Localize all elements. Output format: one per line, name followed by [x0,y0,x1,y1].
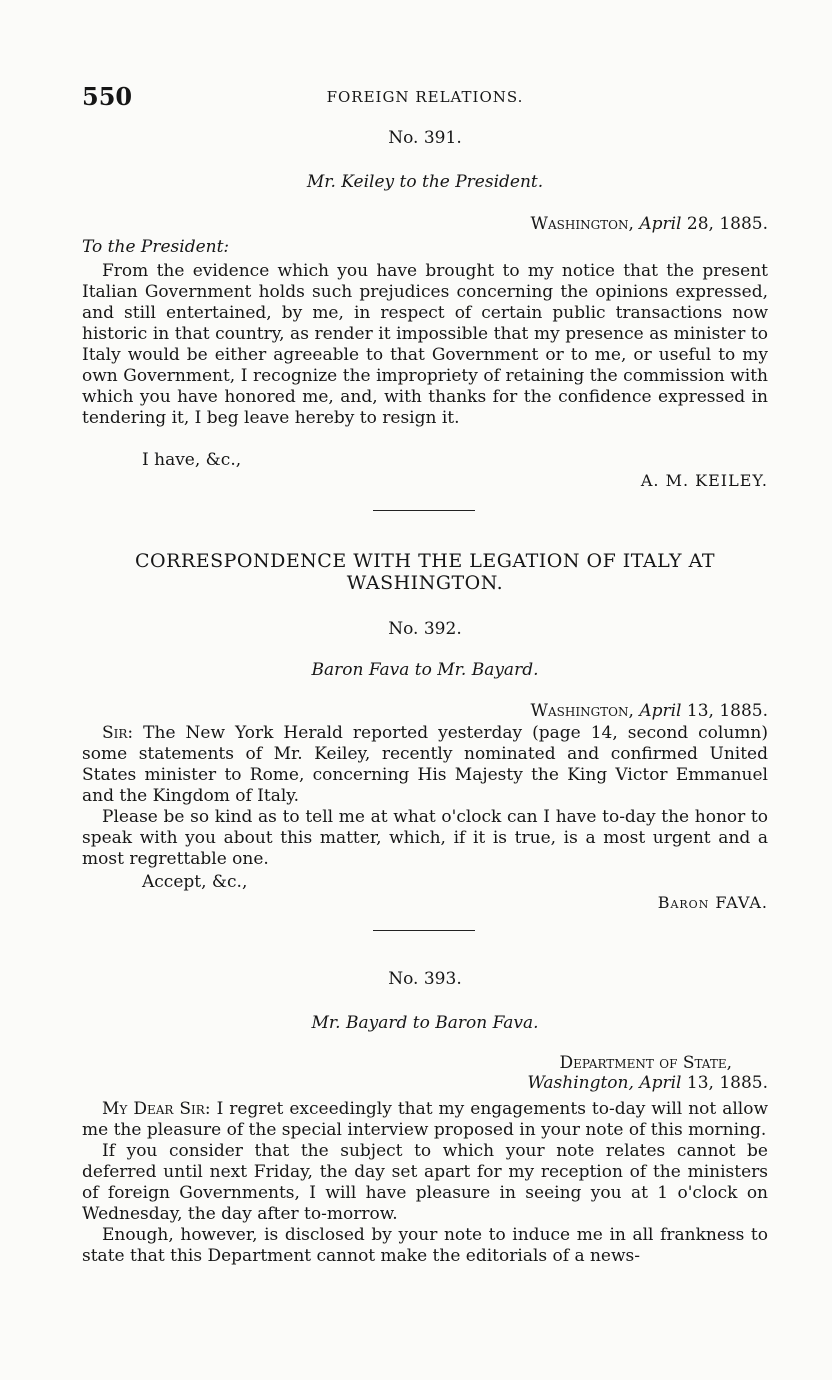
section-divider [373,510,475,511]
document-number-393: No. 393. [388,969,462,989]
salutation-391: To the President: [82,237,230,257]
signature-name: FAVA. [715,893,768,912]
running-head: FOREIGN RELATIONS. [326,88,524,106]
section-heading: CORRESPONDENCE WITH THE LEGATION OF ITALY AT WASHINGTON. [134,550,715,594]
department-line [82,1053,768,1073]
salutation-393: My Dear Sir: [102,1099,211,1119]
letter-body-393 [82,1099,768,1267]
document-title-391: Mr. Keiley to the President. [306,172,544,192]
body-paragraph-3: Enough, however, is disclosed by your note to induce me in all frankness to state that this Department cannot make the editorials of a news- [82,1225,768,1266]
letter-body-392 [82,723,768,870]
paragraph-text: The New York Herald reported yesterday (page 14, second column) some statements of Mr. Keiley, recently nominated and confirmed United States minister to Rome, concerning His Majesty the King Victor Emmanuel and the Kingdom of Italy. [82,723,769,806]
body-paragraph-2: Please be so kind as to tell me at what o'clock can I have to-day the honor to speak with you about this matter, which, if it is true, is a most urgent and a most regrettable one. [82,807,768,869]
dateline-393 [82,1073,768,1093]
signature-392 [82,893,768,912]
body-paragraph-2: If you consider that the subject to which your note relates cannot be deferred until next Friday, the day set apart for my reception of the ministers of foreign Governments, I will have pleasure in seeing you at 1 o'clock on Wednesday, the day after to-morrow. [82,1141,768,1224]
signature-391: A. M. KEILEY. [640,471,768,490]
document-title-392: Baron Fava to Mr. Bayard. [311,660,539,680]
page-header [82,82,768,112]
department-name: Department of State, [559,1053,732,1073]
dateline-place: Washington, [530,214,634,234]
dateline-day-year: 13, 1885. [686,1073,768,1093]
signature-title: Baron [657,893,710,912]
dateline-place: Washington, [527,1073,634,1093]
dateline-day-year: 13, 1885. [686,701,768,721]
section-divider [373,930,475,931]
dateline-month: April [639,214,682,234]
closing-392: Accept, &c., [142,872,248,892]
dateline-day-year: 28, 1885. [686,214,768,234]
paragraph-text: I regret exceedingly that my engagements to-day will not allow me the pleasure of the special interview proposed in your note of this morning. [82,1099,768,1140]
dateline-month: April [639,701,682,721]
salutation-392: Sir: [102,723,134,743]
document-number-391: No. 391. [388,128,462,148]
body-paragraph: From the evidence which you have brought to my notice that the present Italian Government holds such prejudices concerning the opinions expressed, and still entertained, by me, in respect of certain public transactions now historic in that country, as render it impossible that my presence as minister to Italy would be either agreeable to that Government or to me, or useful to my own Government, I recognize the impropriety of retaining the commission with which you have honored me, and, with thanks for the confidence expressed in tendering it, I beg leave hereby to resign it. [82,261,768,428]
dateline-392 [82,701,768,721]
body-paragraph-1 [82,1099,768,1141]
letter-body-391 [82,261,768,429]
body-paragraph-1 [82,723,768,807]
dateline-place: Washington, [530,701,634,721]
closing-391: I have, &c., [142,450,242,470]
page-number: 550 [82,82,133,111]
document-number-392: No. 392. [388,619,462,639]
dateline-391 [82,214,768,234]
document-title-393: Mr. Bayard to Baron Fava. [311,1013,539,1033]
dateline-month: April [639,1073,682,1093]
